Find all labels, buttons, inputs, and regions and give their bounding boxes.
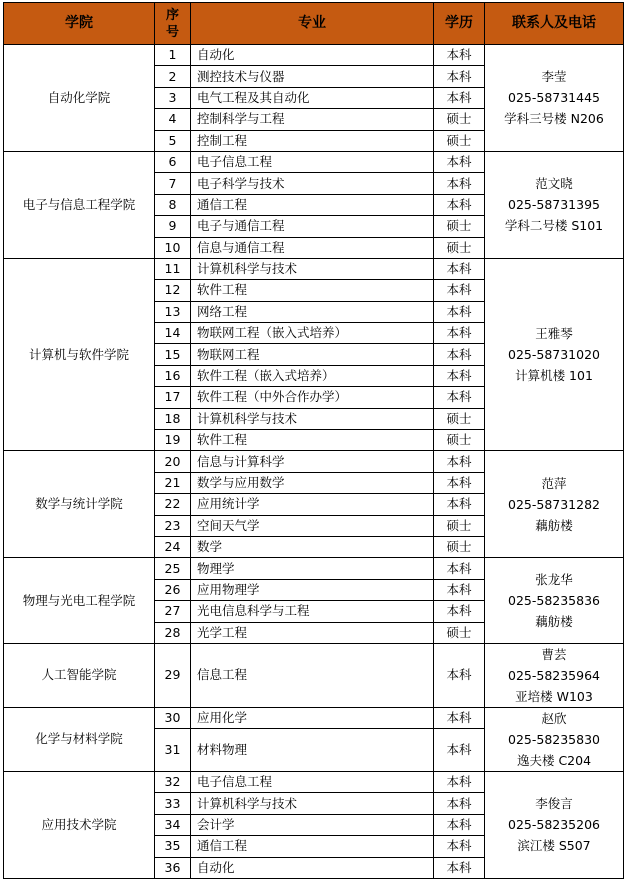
college-cell: 电子与信息工程学院 <box>4 151 155 258</box>
college-cell: 应用技术学院 <box>4 771 155 878</box>
contact-phone: 025-58731282 <box>508 496 600 512</box>
degree-cell: 本科 <box>434 66 485 87</box>
major-cell: 计算机科学与技术 <box>191 258 434 279</box>
contact-cell <box>485 707 624 771</box>
contact-name: 张龙华 <box>535 572 573 588</box>
header-college: 学院 <box>4 3 155 45</box>
contact-cell <box>485 258 624 451</box>
college-cell: 数学与统计学院 <box>4 451 155 558</box>
major-cell: 物联网工程 <box>191 344 434 365</box>
degree-cell: 硕士 <box>434 408 485 429</box>
degree-cell: 硕士 <box>434 109 485 130</box>
seq-cell: 20 <box>155 451 191 472</box>
major-cell: 通信工程 <box>191 836 434 857</box>
seq-cell: 26 <box>155 579 191 600</box>
degree-cell: 本科 <box>434 87 485 108</box>
seq-cell: 25 <box>155 558 191 579</box>
header-seq <box>155 3 191 45</box>
degree-cell: 本科 <box>434 579 485 600</box>
contact-phone: 025-58235964 <box>508 667 600 683</box>
contact-phone: 025-58235836 <box>508 593 600 609</box>
seq-cell: 7 <box>155 173 191 194</box>
degree-cell: 本科 <box>434 558 485 579</box>
seq-cell: 32 <box>155 771 191 792</box>
degree-cell: 本科 <box>434 280 485 301</box>
seq-cell: 13 <box>155 301 191 322</box>
major-cell: 软件工程（中外合作办学） <box>191 387 434 408</box>
major-cell: 物理学 <box>191 558 434 579</box>
major-cell: 光学工程 <box>191 622 434 643</box>
contact-phone: 025-58235830 <box>508 731 600 747</box>
seq-cell: 11 <box>155 258 191 279</box>
college-cell: 自动化学院 <box>4 45 155 152</box>
degree-cell: 硕士 <box>434 515 485 536</box>
degree-cell: 本科 <box>434 45 485 66</box>
degree-cell: 本科 <box>434 729 485 772</box>
header-degree: 学历 <box>434 3 485 45</box>
major-cell: 空间天气学 <box>191 515 434 536</box>
contact-phone: 025-58731395 <box>508 197 600 213</box>
degree-cell: 本科 <box>434 173 485 194</box>
seq-cell: 9 <box>155 216 191 237</box>
degree-cell: 本科 <box>434 814 485 835</box>
contact-cell <box>485 771 624 878</box>
major-cell: 计算机科学与技术 <box>191 408 434 429</box>
degree-cell: 本科 <box>434 601 485 622</box>
seq-cell: 14 <box>155 323 191 344</box>
contact-name: 李莹 <box>541 69 567 85</box>
seq-cell: 12 <box>155 280 191 301</box>
degree-cell: 本科 <box>434 793 485 814</box>
degree-cell: 本科 <box>434 857 485 878</box>
contact-office: 藕舫楼 <box>535 614 573 630</box>
major-cell: 应用化学 <box>191 707 434 728</box>
table-row <box>4 558 624 579</box>
degree-cell: 本科 <box>434 387 485 408</box>
seq-cell: 19 <box>155 430 191 451</box>
degree-cell: 本科 <box>434 151 485 172</box>
contact-cell <box>485 151 624 258</box>
header-seq-top: 序 <box>165 7 179 23</box>
major-cell: 软件工程 <box>191 280 434 301</box>
header-row <box>4 3 624 45</box>
seq-cell: 34 <box>155 814 191 835</box>
seq-cell: 8 <box>155 194 191 215</box>
seq-cell: 30 <box>155 707 191 728</box>
contact-cell <box>485 558 624 644</box>
contact-name: 曹芸 <box>541 646 567 662</box>
major-cell: 材料物理 <box>191 729 434 772</box>
major-cell: 测控技术与仪器 <box>191 66 434 87</box>
table-row <box>4 151 624 172</box>
seq-cell: 17 <box>155 387 191 408</box>
major-cell: 控制工程 <box>191 130 434 151</box>
seq-cell: 21 <box>155 472 191 493</box>
contact-office: 学科三号楼 N206 <box>504 111 604 127</box>
major-cell: 电子信息工程 <box>191 151 434 172</box>
seq-cell: 31 <box>155 729 191 772</box>
major-cell: 信息工程 <box>191 643 434 707</box>
seq-cell: 35 <box>155 836 191 857</box>
table-body <box>4 45 624 879</box>
contact-phone: 025-58731445 <box>508 90 600 106</box>
degree-cell: 硕士 <box>434 130 485 151</box>
contact-office: 滨江楼 S507 <box>517 838 591 854</box>
degree-cell: 本科 <box>434 365 485 386</box>
contact-office: 逸夫楼 C204 <box>516 752 592 768</box>
seq-cell: 10 <box>155 237 191 258</box>
major-cell: 应用统计学 <box>191 494 434 515</box>
degree-cell: 本科 <box>434 707 485 728</box>
major-cell: 电气工程及其自动化 <box>191 87 434 108</box>
degree-cell: 本科 <box>434 494 485 515</box>
header-contact: 联系人及电话 <box>485 3 624 45</box>
majors-table <box>3 2 624 879</box>
degree-cell: 本科 <box>434 771 485 792</box>
major-cell: 电子信息工程 <box>191 771 434 792</box>
degree-cell: 本科 <box>434 643 485 707</box>
seq-cell: 4 <box>155 109 191 130</box>
major-cell: 软件工程（嵌入式培养） <box>191 365 434 386</box>
seq-cell: 6 <box>155 151 191 172</box>
seq-cell: 33 <box>155 793 191 814</box>
seq-cell: 28 <box>155 622 191 643</box>
major-cell: 应用物理学 <box>191 579 434 600</box>
contact-office: 亚培楼 W103 <box>515 688 593 704</box>
degree-cell: 硕士 <box>434 430 485 451</box>
contact-name: 范萍 <box>541 475 567 491</box>
contact-office: 藕舫楼 <box>535 517 573 533</box>
major-cell: 通信工程 <box>191 194 434 215</box>
contact-phone: 025-58731020 <box>508 347 600 363</box>
contact-name: 李俊言 <box>535 796 573 812</box>
contact-name: 王雅琴 <box>535 326 573 342</box>
degree-cell: 本科 <box>434 836 485 857</box>
major-cell: 信息与计算科学 <box>191 451 434 472</box>
degree-cell: 本科 <box>434 451 485 472</box>
table-row <box>4 771 624 792</box>
major-cell: 数学与应用数学 <box>191 472 434 493</box>
major-cell: 软件工程 <box>191 430 434 451</box>
degree-cell: 本科 <box>434 194 485 215</box>
degree-cell: 本科 <box>434 323 485 344</box>
seq-cell: 22 <box>155 494 191 515</box>
seq-cell: 36 <box>155 857 191 878</box>
header-major: 专业 <box>191 3 434 45</box>
major-cell: 数学 <box>191 536 434 557</box>
seq-cell: 3 <box>155 87 191 108</box>
table-header <box>4 3 624 45</box>
contact-name: 范文晓 <box>535 176 573 192</box>
major-cell: 光电信息科学与工程 <box>191 601 434 622</box>
major-cell: 信息与通信工程 <box>191 237 434 258</box>
table-row <box>4 451 624 472</box>
major-cell: 会计学 <box>191 814 434 835</box>
degree-cell: 硕士 <box>434 622 485 643</box>
major-cell: 自动化 <box>191 45 434 66</box>
major-cell: 计算机科学与技术 <box>191 793 434 814</box>
degree-cell: 硕士 <box>434 216 485 237</box>
seq-cell: 29 <box>155 643 191 707</box>
degree-cell: 本科 <box>434 344 485 365</box>
contact-office: 学科二号楼 S101 <box>504 218 604 234</box>
seq-cell: 23 <box>155 515 191 536</box>
table-row <box>4 45 624 66</box>
major-cell: 网络工程 <box>191 301 434 322</box>
major-cell: 电子科学与技术 <box>191 173 434 194</box>
college-cell: 物理与光电工程学院 <box>4 558 155 644</box>
college-cell: 人工智能学院 <box>4 643 155 707</box>
contact-office: 计算机楼 101 <box>515 368 593 384</box>
contact-name: 赵欣 <box>541 710 567 726</box>
degree-cell: 本科 <box>434 258 485 279</box>
contact-phone: 025-58235206 <box>508 817 600 833</box>
contact-cell <box>485 45 624 152</box>
contact-cell <box>485 451 624 558</box>
degree-cell: 硕士 <box>434 237 485 258</box>
college-cell: 计算机与软件学院 <box>4 258 155 451</box>
major-cell: 自动化 <box>191 857 434 878</box>
table-row <box>4 707 624 728</box>
seq-cell: 16 <box>155 365 191 386</box>
seq-cell: 18 <box>155 408 191 429</box>
major-cell: 电子与通信工程 <box>191 216 434 237</box>
header-seq-bottom: 号 <box>165 24 179 40</box>
seq-cell: 24 <box>155 536 191 557</box>
college-cell: 化学与材料学院 <box>4 707 155 771</box>
seq-cell: 5 <box>155 130 191 151</box>
degree-cell: 本科 <box>434 301 485 322</box>
major-cell: 控制科学与工程 <box>191 109 434 130</box>
seq-cell: 2 <box>155 66 191 87</box>
degree-cell: 硕士 <box>434 536 485 557</box>
table-row <box>4 258 624 279</box>
seq-cell: 15 <box>155 344 191 365</box>
degree-cell: 本科 <box>434 472 485 493</box>
contact-cell <box>485 643 624 707</box>
seq-cell: 27 <box>155 601 191 622</box>
seq-cell: 1 <box>155 45 191 66</box>
major-cell: 物联网工程（嵌入式培养） <box>191 323 434 344</box>
